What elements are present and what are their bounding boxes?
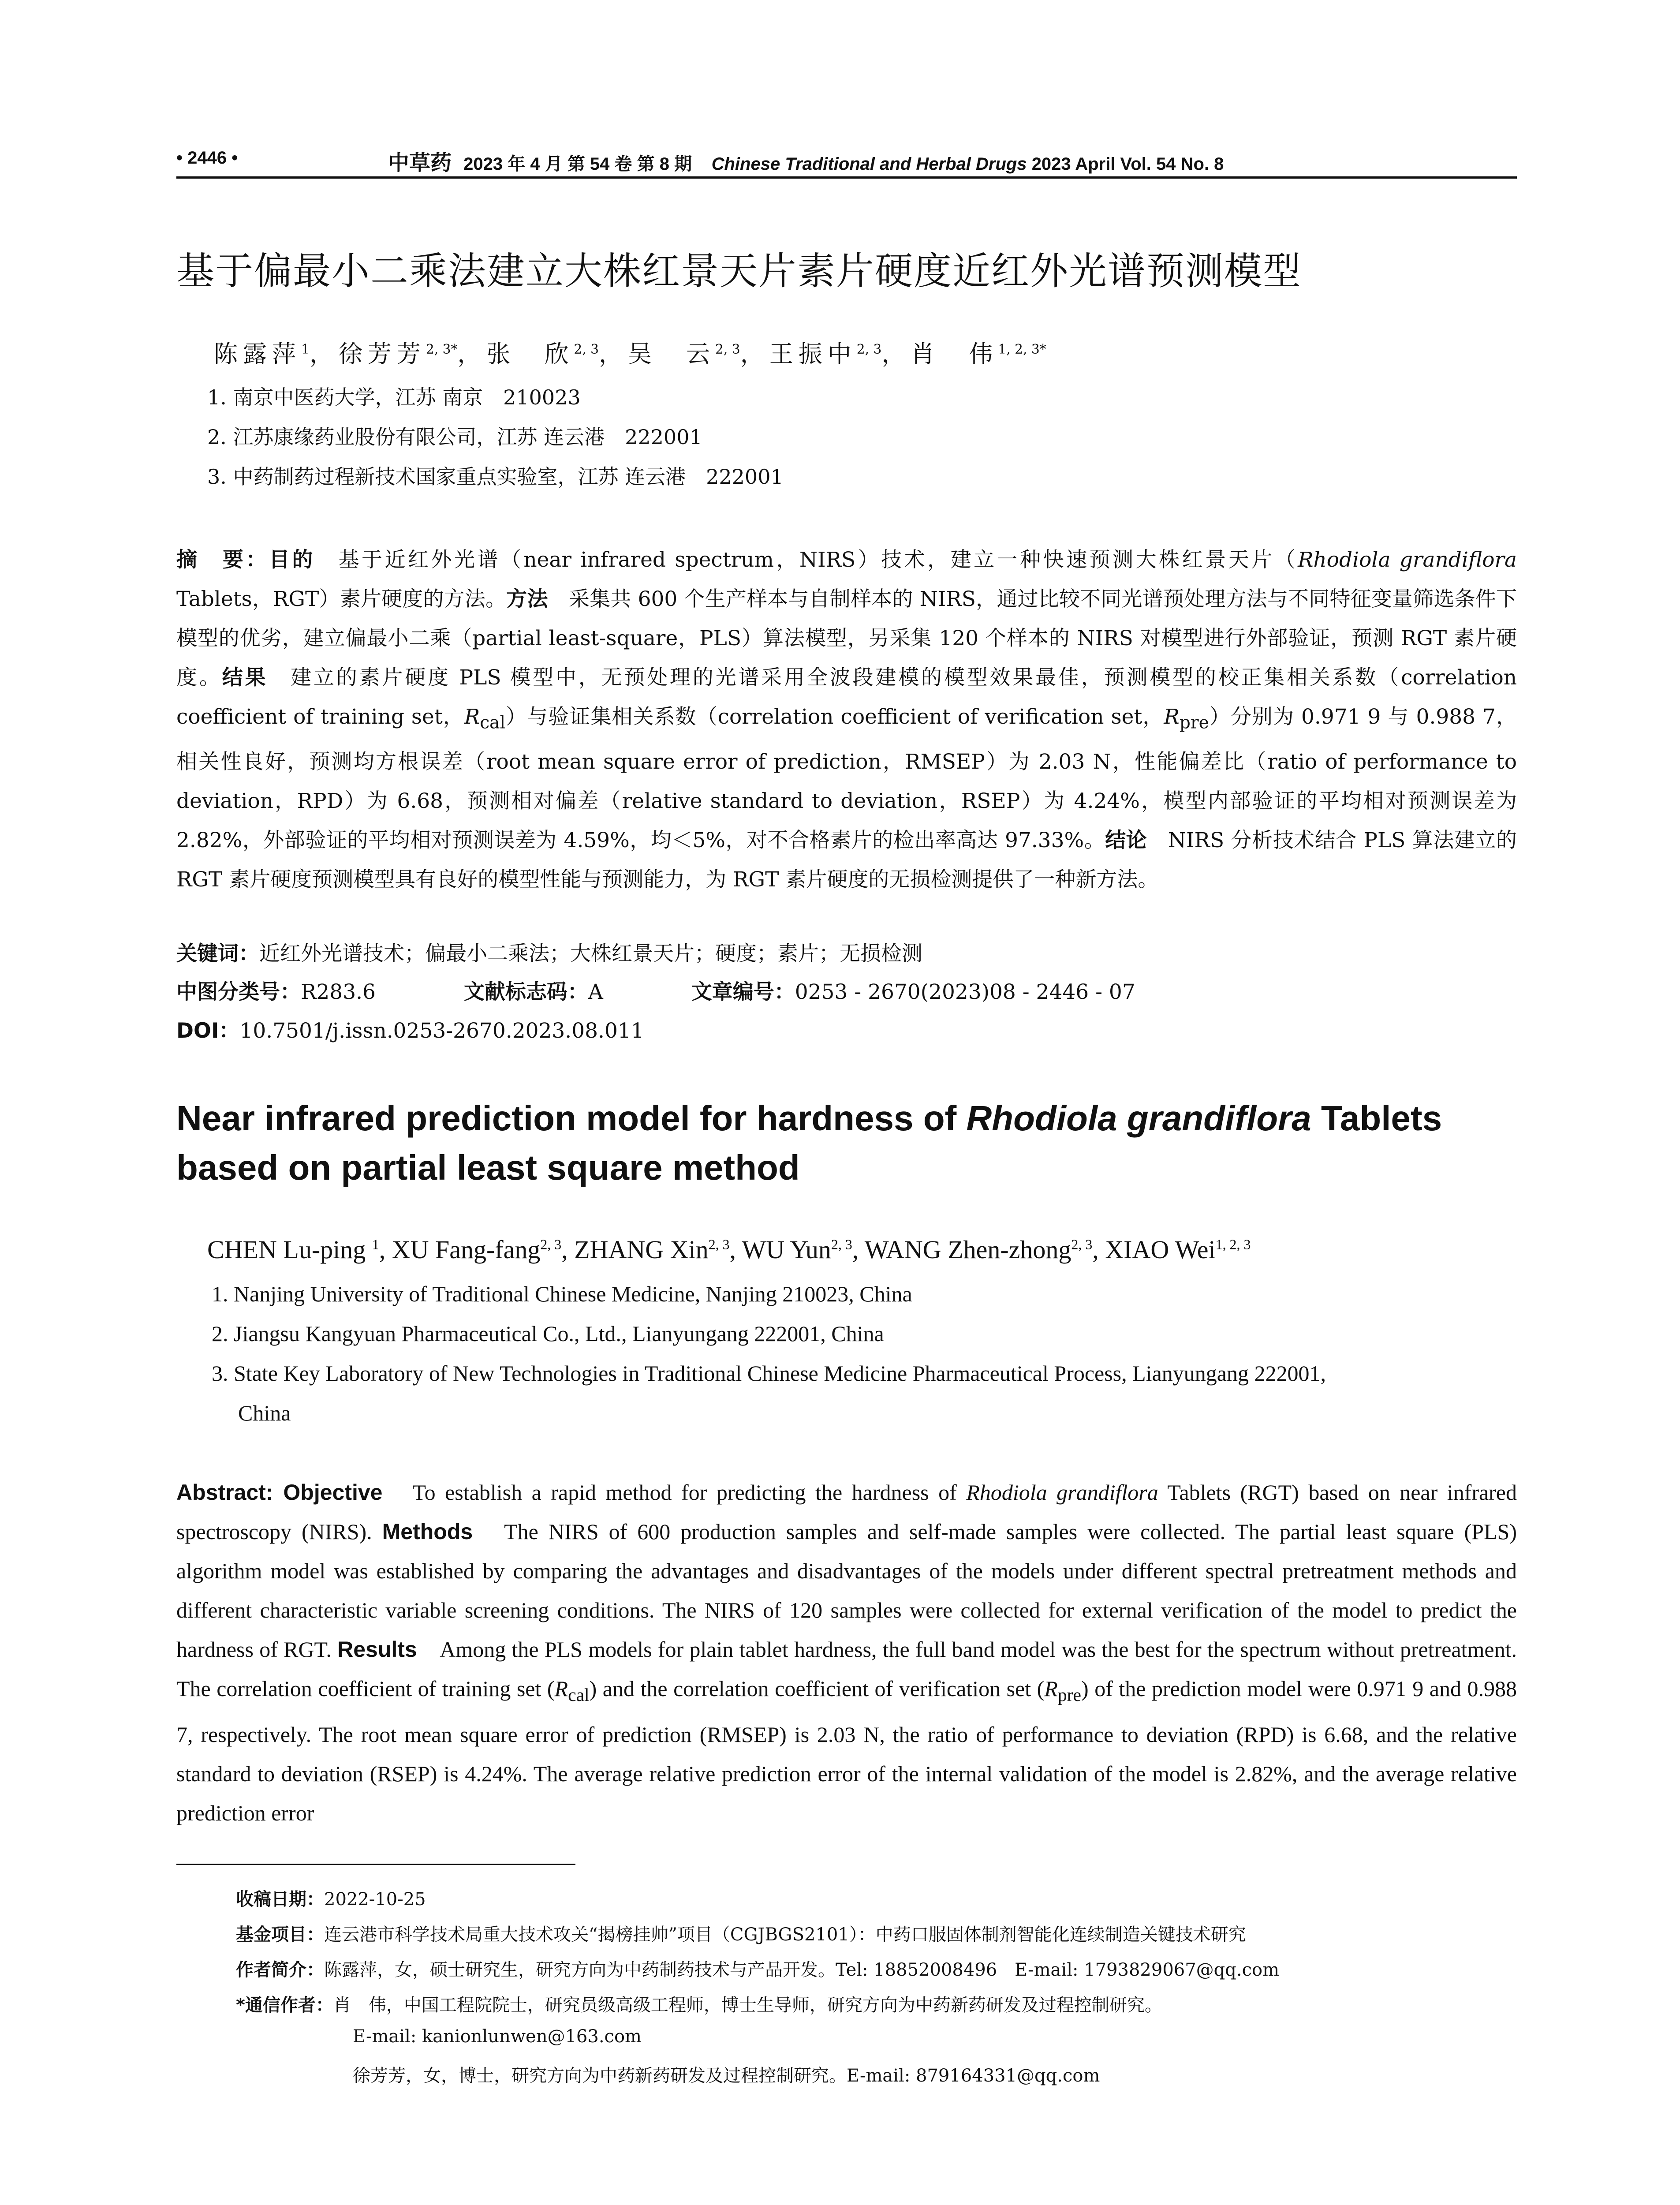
author-cn: 张 欣$^{2, 3}$ <box>486 340 599 368</box>
affiliation-en: 3. State Key Laboratory of New Technologies in Traditional Chinese Medicine Pharmaceutical Process, Lianyungang 222001, <box>212 1361 1326 1386</box>
affiliation-en: 1. Nanjing University of Traditional Chinese Medicine, Nanjing 210023, China <box>212 1282 912 1306</box>
species-name-en: Rhodiola grandiflora <box>966 1099 1311 1138</box>
title-en: Near infrared prediction model for hardness of Rhodiola grandiflora Tablets based on partial least square method <box>176 1099 1442 1187</box>
journal-citation <box>388 146 1224 176</box>
affiliation-cn: 1. 南京中医药大学，江苏 南京 210023 <box>207 385 581 409</box>
affiliation-cn: 3. 中药制药过程新技术国家重点实验室，江苏 连云港 222001 <box>207 465 784 489</box>
journal-issue-cn: 2023 年 4 月 第 54 卷 第 8 期 <box>463 154 692 174</box>
abstract-label-en: Abstract: Objective <box>176 1480 383 1505</box>
author-cn: 吴 云$^{2, 3}$ <box>628 340 740 368</box>
header-rule <box>176 176 1517 179</box>
footnote-corresponding-2: 徐芳芳，女，博士，研究方向为中药新药研发及过程控制研究。E-mail: 879164331@qq.com <box>353 2066 1100 2086</box>
footnote-bio: 作者简介：陈露萍，女，硕士研究生，研究方向为中药制药技术与产品开发。Tel: 18852008496 E-mail: 1793829067@qq.com <box>236 1960 1280 1980</box>
author-cn: 徐芳芳$^{2, 3*}$ <box>338 340 458 368</box>
journal-brand: 中草药 <box>388 150 452 175</box>
methods-label-en: Methods <box>382 1519 473 1544</box>
journal-name-en: Chinese Traditional and Herbal Drugs <box>711 154 1027 174</box>
footnote-corresponding: *通信作者：肖 伟，中国工程院院士，研究员级高级工程师，博士生导师，研究方向为中药新药研发及过程控制研究。 <box>236 1995 1162 2015</box>
keywords-cn: 关键词：近红外光谱技术；偏最小二乘法；大株红景天片；硬度；素片；无损检测 <box>176 942 922 966</box>
page-number: • 2446 • <box>176 148 238 168</box>
abstract-label-cn: 摘 要： <box>176 548 269 572</box>
journal-issue-en: 2023 April Vol. 54 No. 8 <box>1031 154 1224 174</box>
affiliation-en: China <box>238 1401 291 1425</box>
species-name: Rhodiola grandiflora <box>1298 548 1517 572</box>
abstract-en: Abstract: Objective To establish a rapid method for predicting the hardness of Rhodiola grandiflora Tablets (RGT) based on near infrared spectroscopy (NIRS). Methods The NIRS of 600 production samples and self-made samples were collected. The partial least square (PLS) algorithm model was established by comparing the advantages and disadvantages of the models under different spectral pretreatment methods and different characteristic variable screening conditions. The NIRS of 120 samples were collected for external verification of the model to predict the hardness of RGT. Results Among the PLS models for plain tablet hardness, the full band model was the best for the spectrum without pretreatment. The correlation coefficient of training set $(R_{cal})$ and the correlation coefficient of verification set $(R_{pre})$ of the prediction model were 0.971 9 and 0.988 7, respectively. The root mean square error of prediction (RMSEP) is 2.03 N, the ratio of performance to deviation (RPD) is 6.68, and the relative standard to deviation (RSEP) is 4.24%. The average relative prediction error of the internal validation of the model is 2.82%, and the average relative prediction error <box>176 1480 1517 1825</box>
footnote-fund: 基金项目：连云港市科学技术局重大技术攻关“揭榜挂帅”项目（CGJBGS2101）：中药口服固体制剂智能化连续制造关键技术研究 <box>236 1925 1246 1945</box>
authors-cn: 陈露萍$^1$，徐芳芳$^{2, 3*}$，张 欣$^{2, 3}$，吴 云$^{2, 3}$，王振中$^{2, 3}$，肖 伟$^{1, 2, 3*}$ <box>214 340 1046 368</box>
author-cn: 肖 伟$^{1, 2, 3*}$ <box>911 340 1046 368</box>
conclusion-label-cn: 结论 <box>1105 828 1147 853</box>
footnote-corresponding-email: E-mail: kanionlunwen@163.com <box>353 2026 642 2047</box>
objective-label-cn: 目的 <box>269 548 315 572</box>
classification-line: 中图分类号：R283.6 文献标志码：A 文章编号：0253 - 2670(2023)08 - 2446 - 07 <box>176 980 1135 1004</box>
author-cn: 陈露萍$^1$ <box>214 340 310 368</box>
footnote-received: 收稿日期：2022-10-25 <box>236 1889 426 1910</box>
title-cn: 基于偏最小二乘法建立大株红景天片素片硬度近红外光谱预测模型 <box>176 249 1302 293</box>
running-header <box>176 146 1517 176</box>
authors-en: CHEN Lu-ping $^1$, XU Fang-fang$^{2, 3}$, ZHANG Xin$^{2, 3}$, WU Yun$^{2, 3}$, WANG Zhen-zhong$^{2, 3}$, XIAO Wei$^{1, 2, 3}$ <box>207 1235 1251 1264</box>
doi-line: DOI：10.7501/j.issn.0253-2670.2023.08.011 <box>176 1019 644 1043</box>
results-label-en: Results <box>337 1637 417 1662</box>
author-cn: 王振中$^{2, 3}$ <box>769 340 882 368</box>
affiliation-cn: 2. 江苏康缘药业股份有限公司，江苏 连云港 222001 <box>207 425 702 449</box>
results-label-cn: 结果 <box>222 665 268 690</box>
footnote-rule <box>176 1864 575 1865</box>
affiliation-en: 2. Jiangsu Kangyuan Pharmaceutical Co., Ltd., Lianyungang 222001, China <box>212 1321 884 1346</box>
abstract-cn: 摘 要：目的 基于近红外光谱（near infrared spectrum，NIRS）技术，建立一种快速预测大株红景天片（Rhodiola grandiflora Tablets，RGT）素片硬度的方法。方法 采集共 600 个生产样本与自制样本的 NIRS，通过比较不同光谱预处理方法与不同特征变量筛选条件下模型的优劣，建立偏最小二乘（partial least-square，PLS）算法模型，另采集 120 个样本的 NIRS 对模型进行外部验证，预测 RGT 素片硬度。结果 建立的素片硬度 PLS 模型中，无预处理的光谱采用全波段建模的模型效果最佳，预测模型的校正集相关系数（correlation coefficient of training set，$R_{cal}$）与验证集相关系数（correlation coefficient of verification set，$R_{pre}$）分别为 0.971 9 与 0.988 7，相关性良好，预测均方根误差（root mean square error of prediction，RMSEP）为 2.03 N，性能偏差比（ratio of performance to deviation，RPD）为 6.68，预测相对偏差（relative standard to deviation，RSEP）为 4.24%，模型内部验证的平均相对预测误差为 2.82%，外部验证的平均相对预测误差为 4.59%，均＜5%，对不合格素片的检出率高达 97.33%。结论 NIRS 分析技术结合 PLS 算法建立的 RGT 素片硬度预测模型具有良好的模型性能与预测能力，为 RGT 素片硬度的无损检测提供了一种新方法。 <box>176 548 1517 892</box>
methods-label-cn: 方法 <box>506 587 548 611</box>
